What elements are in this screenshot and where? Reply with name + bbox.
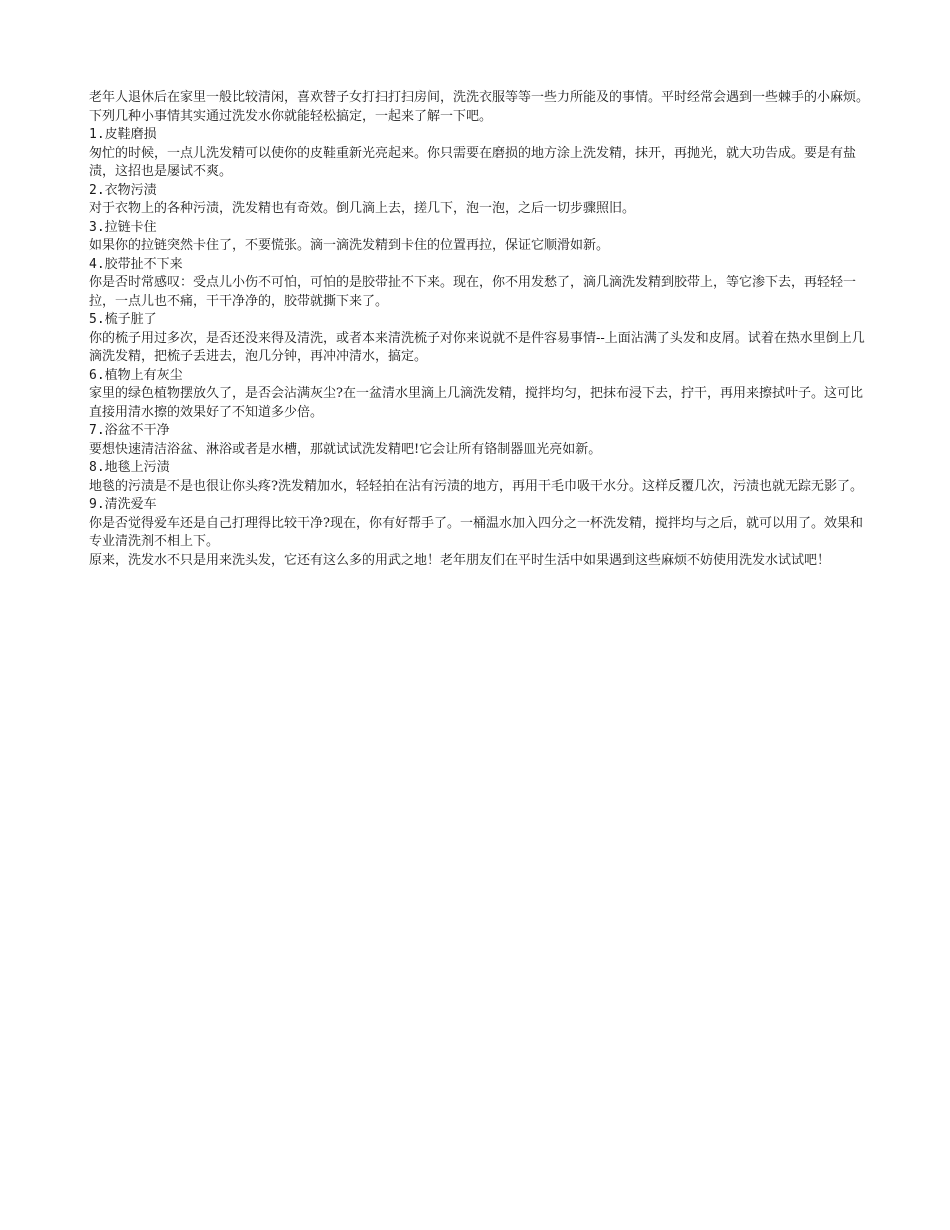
item-number: 3. — [89, 219, 105, 235]
item-title-text: 胶带扯不下来 — [104, 256, 183, 272]
item-title-text: 衣物污渍 — [104, 182, 157, 198]
item-body-5: 你的梳子用过多次，是否还没来得及清洗，或者本来清洗梳子对你来说就不是件容易事情--上面沾满了头发和皮屑。试着在热水里倒上几滴洗发精，把梳子丢进去，泡几分钟，再冲冲清水，搞定。 — [89, 330, 865, 364]
item-title-8 — [89, 459, 874, 478]
item-body-2: 对于衣物上的各种污渍，洗发精也有奇效。倒几滴上去，搓几下，泡一泡，之后一切步骤照旧。 — [89, 201, 636, 216]
item-title-text: 清洗爱车 — [104, 497, 157, 512]
item-number: 8. — [89, 460, 105, 475]
document-page — [89, 89, 874, 570]
item-number: 6. — [89, 367, 105, 383]
item-title-2 — [89, 182, 874, 201]
item-number: 5. — [89, 312, 105, 327]
item-title-text: 浴盆不干净 — [104, 423, 170, 438]
item-title-4 — [89, 256, 874, 275]
item-title-text: 植物上有灰尘 — [104, 367, 183, 383]
item-title-5 — [89, 311, 874, 330]
item-body-4: 你是否时常感叹：受点儿小伤不可怕，可怕的是胶带扯不下来。现在，你不用发愁了，滴几滴洗发精到胶带上，等它渗下去，再轻轻一拉，一点儿也不痛，干干净净的，胶带就撕下来了。 — [89, 275, 857, 309]
item-title-9 — [89, 496, 874, 515]
item-title-3 — [89, 219, 874, 238]
item-body-3: 如果你的拉链突然卡住了，不要慌张。滴一滴洗发精到卡住的位置再拉，保证它顺滑如新。 — [89, 238, 610, 253]
conclusion-paragraph: 原来，洗发水不只是用来洗头发，它还有这么多的用武之地！老年朋友们在平时生活中如果遇到这些麻烦不妨使用洗发水试试吧！ — [89, 552, 831, 568]
item-body-8: 地毯的污渍是不是也很让你头疼?洗发精加水，轻轻拍在沾有污渍的地方，再用干毛巾吸干水分。这样反覆几次，污渍也就无踪无影了。 — [89, 478, 863, 494]
intro-paragraph: 老年人退休后在家里一般比较清闲，喜欢替子女打扫打扫房间，洗洗衣服等等一些力所能及的事情。平时经常会遇到一些棘手的小麻烦。下列几种小事情其实通过洗发水你就能轻松搞定，一起来了解一下吧。 — [89, 90, 870, 124]
item-title-text: 梳子脏了 — [104, 312, 157, 327]
item-number: 9. — [89, 497, 105, 512]
item-number: 2. — [89, 182, 105, 198]
item-title-text: 拉链卡住 — [104, 219, 157, 235]
item-body-9: 你是否觉得爱车还是自己打理得比较干净?现在，你有好帮手了。一桶温水加入四分之一杯洗发精，搅拌均与之后，就可以用了。效果和专业清洗剂不相上下。 — [89, 515, 863, 549]
item-title-text: 地毯上污渍 — [104, 460, 170, 475]
item-title-1 — [89, 126, 874, 145]
item-number: 4. — [89, 256, 105, 272]
item-body-1: 匆忙的时候，一点儿洗发精可以使你的皮鞋重新光亮起来。你只需要在磨损的地方涂上洗发精，抹开，再抛光，就大功告成。要是有盐渍，这招也是屡试不爽。 — [89, 145, 857, 179]
item-title-6 — [89, 367, 874, 386]
item-number: 1. — [89, 127, 105, 142]
item-title-text: 皮鞋磨损 — [104, 127, 157, 142]
item-title-7 — [89, 422, 874, 441]
item-number: 7. — [89, 423, 105, 438]
item-body-7: 要想快速清洁浴盆、淋浴或者是水槽，那就试试洗发精吧!它会让所有铬制器皿光亮如新。 — [89, 441, 602, 457]
item-body-6: 家里的绿色植物摆放久了，是否会沾满灰尘?在一盆清水里滴上几滴洗发精，搅拌均匀，把抹布浸下去，拧干，再用来擦拭叶子。这可比直接用清水擦的效果好了不知道多少倍。 — [89, 386, 863, 420]
